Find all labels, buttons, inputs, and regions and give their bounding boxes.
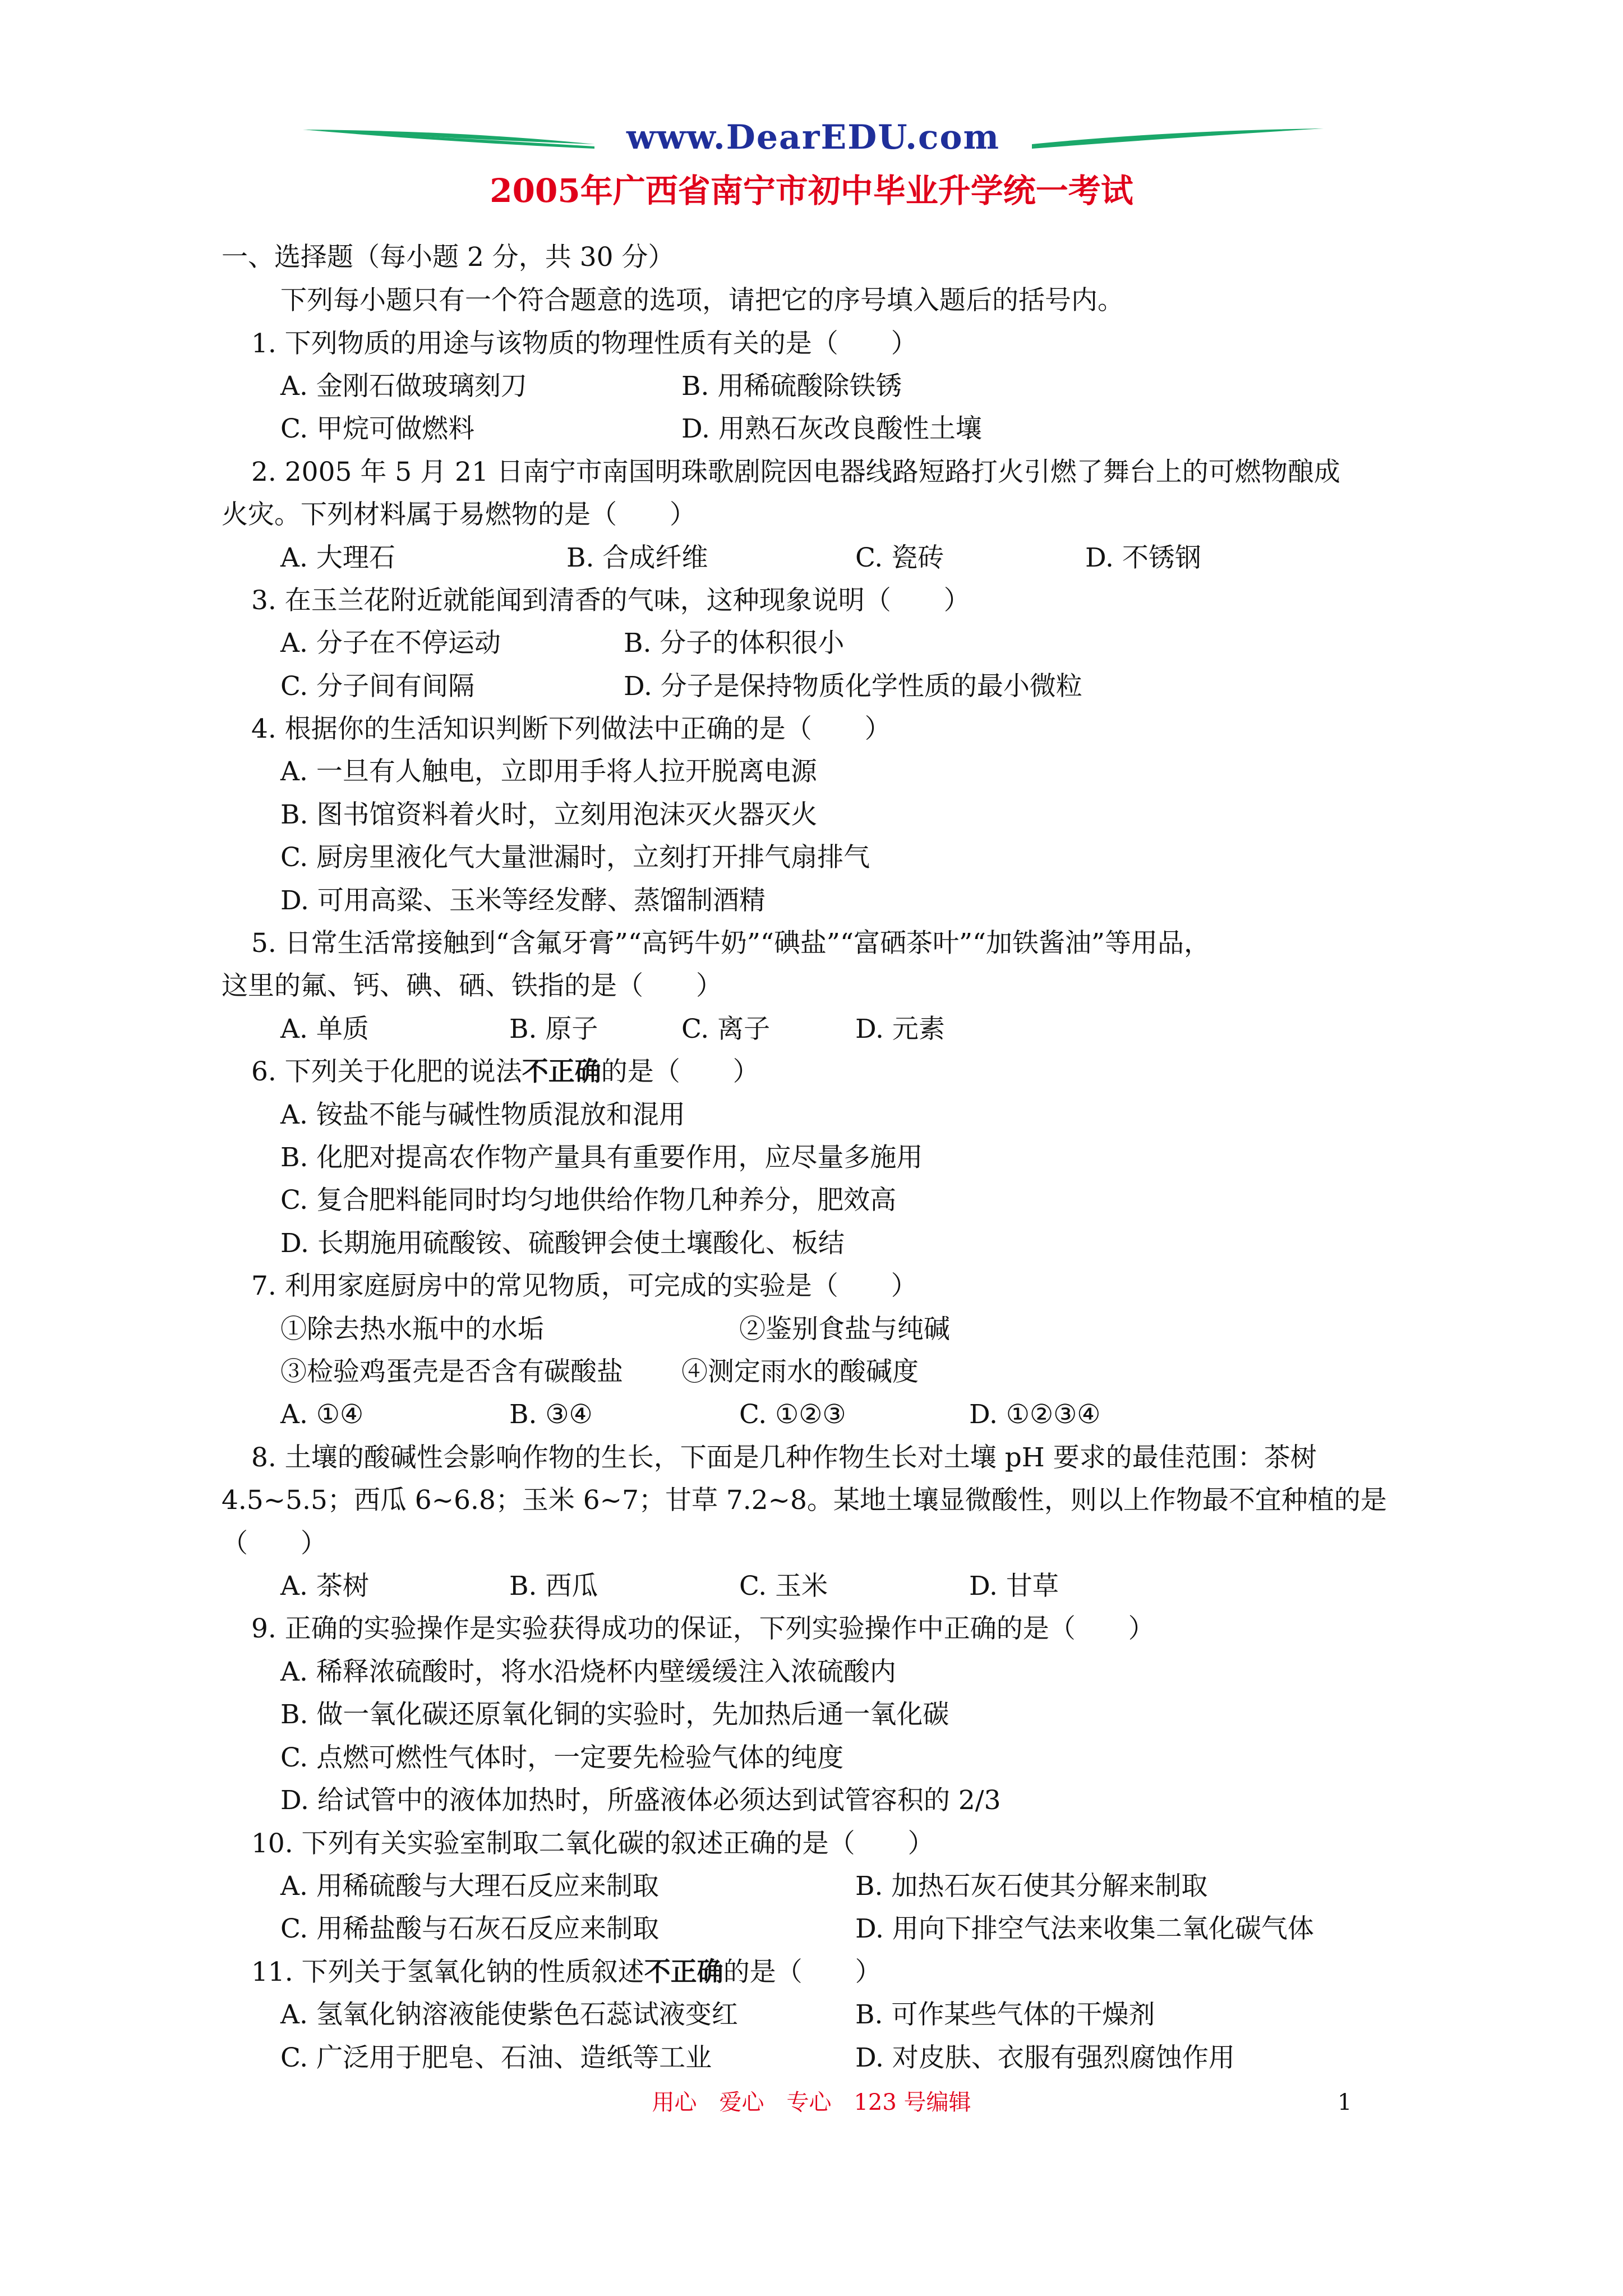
question-stem: 7. 利用家庭厨房中的常见物质，可完成的实验是（ ） [251,1271,917,1301]
option-c: C. 瓷砖 [855,542,944,573]
question-stem: 4. 根据你的生活知识判断下列做法中正确的是（ ） [251,714,891,744]
option-b: B. 化肥对提高农作物产量具有重要作用，应尽量多施用 [280,1142,923,1173]
option-c: C. 厨房里液化气大量泄漏时，立刻打开排气扇排气 [280,842,870,873]
option-d: D. 对皮肤、衣服有强烈腐蚀作用 [855,2042,1235,2073]
question-stem: 1. 下列物质的用途与该物质的物理性质有关的是（ ） [251,328,917,359]
option-c: C. 复合肥料能同时均匀地供给作物几种养分，肥效高 [280,1185,897,1216]
page-title: 2005年广西省南宁市初中毕业升学统一考试 [490,172,1133,210]
option-d: D. 分子是保持物质化学性质的最小微粒 [624,671,1082,702]
option-b: B. 分子的体积很小 [624,628,845,659]
question-stem [251,1055,759,1089]
page-number: 1 [1338,2090,1352,2115]
question-stem: 3. 在玉兰花附近就能闻到清香的气味，这种现象说明（ ） [251,585,970,616]
question-stem: 10. 下列有关实验室制取二氧化碳的叙述正确的是（ ） [251,1828,934,1859]
question-stem: 2. 2005 年 5 月 21 日南宁市南国明珠歌剧院因电器线路短路打火引燃了舞台上的可燃物酿成 [251,457,1340,487]
emphasis-text: 不正确 [644,1957,723,1987]
option-a: A. 大理石 [280,542,395,573]
footer-text: 用心 爱心 专心 123 号编辑 [652,2090,971,2115]
question-stem [251,1955,882,1990]
option-a: A. 茶树 [280,1571,369,1602]
option-d: D. 用向下排空气法来收集二氧化碳气体 [855,1913,1314,1944]
option-b: B. 加热石灰石使其分解来制取 [855,1871,1208,1902]
question-stem: 9. 正确的实验操作是实验获得成功的保证，下列实验操作中正确的是（ ） [251,1613,1155,1644]
answer-blank: （ ） [222,1528,327,1559]
option-a: A. 铵盐不能与碱性物质混放和混用 [280,1099,685,1130]
question-stem-continued: 火灾。下列材料属于易燃物的是（ ） [222,499,696,530]
statement-item: ③检验鸡蛋壳是否含有碳酸盐 [280,1356,623,1387]
option-a: A. 用稀硫酸与大理石反应来制取 [280,1871,659,1902]
option-a: A. 一旦有人触电，立即用手将人拉开脱离电源 [280,756,817,787]
option-b: B. 用稀硫酸除铁锈 [681,371,902,402]
option-c: C. 广泛用于肥皂、石油、造纸等工业 [280,2042,712,2073]
option-d: D. 甘草 [969,1571,1059,1602]
logo-text: www.DearEDU.com [626,118,1000,157]
option-b: B. 可作某些气体的干燥剂 [855,1999,1155,2030]
section-heading: 一、选择题（每小题 2 分，共 30 分） [222,242,675,273]
option-c: C. ①②③ [739,1399,846,1430]
option-b: B. 西瓜 [509,1571,598,1602]
option-d: D. 不锈钢 [1085,542,1201,573]
option-c: C. 点燃可燃性气体时，一定要先检验气体的纯度 [280,1742,844,1773]
option-d: D. 长期施用硫酸铵、硫酸钾会使土壤酸化、板结 [280,1228,845,1259]
option-d: D. 给试管中的液体加热时，所盛液体必须达到试管容积的 2/3 [280,1785,1001,1816]
question-stem-text: 的是（ ） [723,1957,882,1987]
statement-item: ②鉴别食盐与纯碱 [739,1314,950,1345]
option-c: C. 甲烷可做燃料 [280,413,475,444]
option-c: C. 分子间有间隔 [280,671,475,702]
question-stem: 5. 日常生活常接触到“含氟牙膏”“高钙牛奶”“碘盐”“富硒茶叶”“加铁酱油”等用品， [251,928,1211,959]
option-a: A. 稀释浓硫酸时，将水沿烧杯内壁缓缓注入浓硫酸内 [280,1657,896,1687]
emphasis-text: 不正确 [522,1056,601,1087]
option-d: D. 可用高粱、玉米等经发酵、蒸馏制酒精 [280,885,766,916]
question-stem-continued: 这里的氟、钙、碘、硒、铁指的是（ ） [222,970,722,1001]
option-b: B. 合成纤维 [566,542,708,573]
option-d: D. 用熟石灰改良酸性土壤 [681,413,982,444]
option-b: B. ③④ [509,1399,593,1430]
section-instruction: 下列每小题只有一个符合题意的选项，请把它的序号填入题后的括号内。 [280,285,1124,316]
statement-item: ①除去热水瓶中的水垢 [280,1314,544,1345]
option-b: B. 做一氧化碳还原氧化铜的实验时，先加热后通一氧化碳 [280,1699,949,1730]
option-c: C. 用稀盐酸与石灰石反应来制取 [280,1913,660,1944]
question-stem-continued: 4.5~5.5；西瓜 6~6.8；玉米 6~7；甘草 7.2~8。某地土壤显微酸性，则以上作物最不宜种植的是 [222,1485,1387,1516]
option-a: A. ①④ [280,1399,364,1430]
option-b: B. 原子 [509,1014,598,1045]
option-d: D. 元素 [855,1014,945,1045]
question-stem-text: 11. 下列关于氢氧化钠的性质叙述 [251,1957,644,1987]
option-c: C. 玉米 [739,1571,828,1602]
option-b: B. 图书馆资料着火时，立刻用泡沫灭火器灭火 [280,799,818,830]
option-a: A. 单质 [280,1014,369,1045]
site-logo [303,115,1324,165]
statement-item: ④测定雨水的酸碱度 [681,1356,919,1387]
option-a: A. 氢氧化钠溶液能使紫色石蕊试液变红 [280,1999,738,2030]
question-stem-text: 的是（ ） [601,1056,759,1087]
option-c: C. 离子 [681,1014,771,1045]
question-stem-text: 6. 下列关于化肥的说法 [251,1056,522,1087]
option-d: D. ①②③④ [969,1399,1101,1430]
option-a: A. 金刚石做玻璃刻刀 [280,371,527,402]
question-stem: 8. 土壤的酸碱性会影响作物的生长，下面是几种作物生长对土壤 pH 要求的最佳范围：茶树 [251,1442,1317,1473]
option-a: A. 分子在不停运动 [280,628,501,659]
